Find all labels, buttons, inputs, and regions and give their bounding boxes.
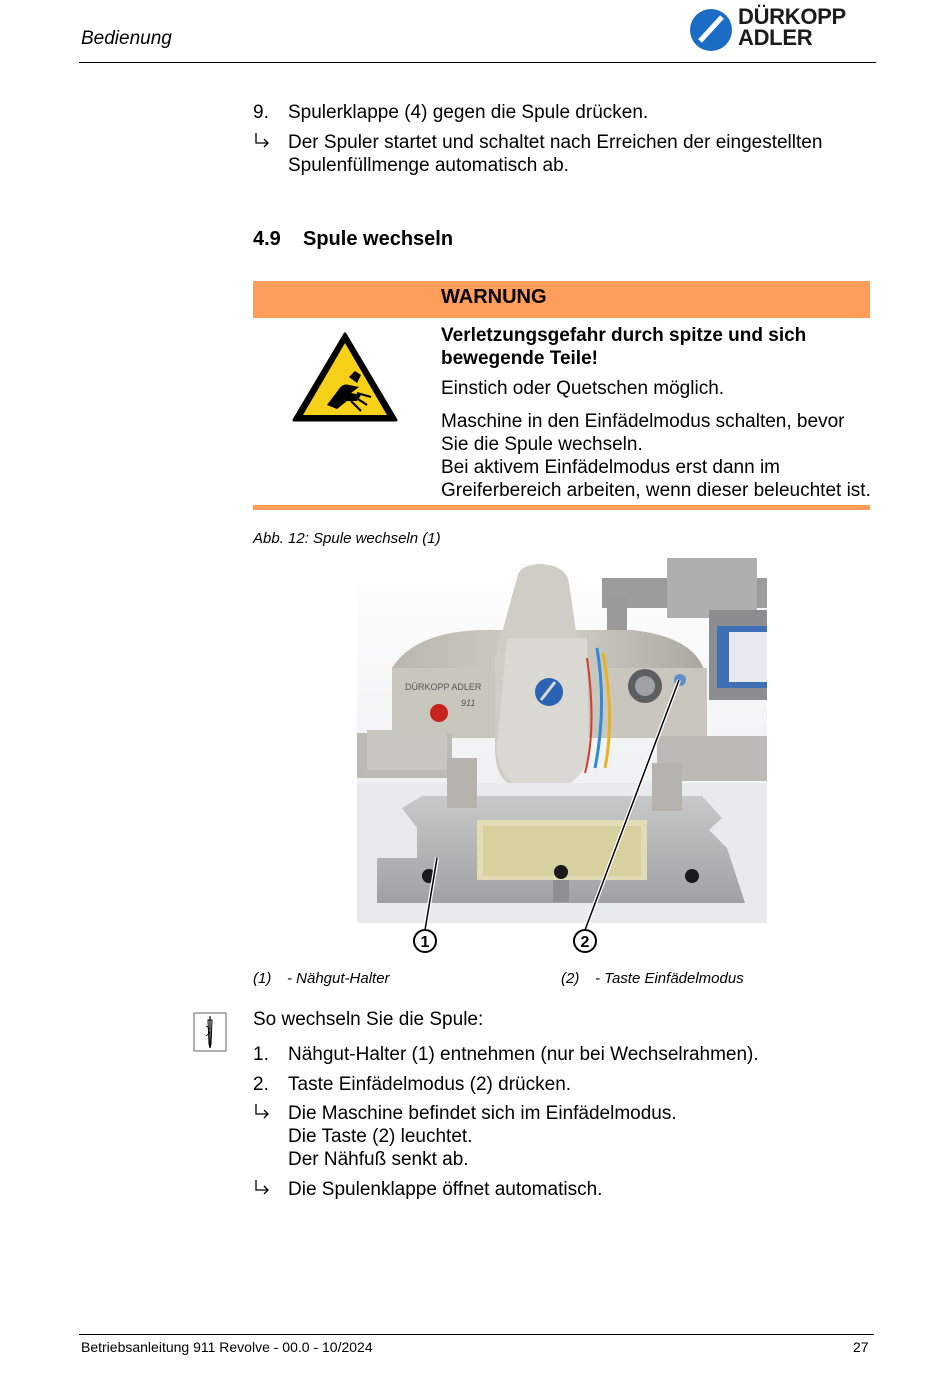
page-header-title: Bedienung — [81, 28, 172, 49]
figure-caption: Abb. 12: Spule wechseln (1) — [253, 530, 441, 547]
needle-procedure-icon — [193, 1012, 227, 1052]
warning-consequence: Einstich oder Quetschen möglich. — [441, 378, 725, 399]
callout-2: 2 — [580, 934, 590, 951]
callout-1: 1 — [420, 934, 430, 951]
section-title: Spule wechseln — [303, 228, 454, 250]
figure-callouts — [357, 558, 767, 958]
machine-model-label: 911 — [461, 698, 476, 708]
step-number: 1. — [253, 1044, 269, 1065]
page-number: 27 — [853, 1339, 869, 1355]
section-number: 4.9 — [253, 228, 281, 250]
step-number: 9. — [253, 102, 269, 123]
warning-header-bar — [253, 281, 870, 318]
footer-document-info: Betriebsanleitung 911 Revolve - 00.0 - 10/2024 — [81, 1339, 373, 1355]
step-text: Spulerklappe (4) gegen die Spule drücken. — [288, 102, 649, 123]
result-text: Der Spuler startet und schaltet nach Erreichen der eingestellten Spulenfüllmenge automatisch ab. — [288, 132, 823, 176]
result-arrow-icon — [253, 1102, 275, 1124]
result-arrow-icon — [253, 1178, 275, 1200]
logo-wordmark: DÜRKOPP ADLER — [738, 4, 846, 50]
warning-label: WARNUNG — [441, 286, 547, 308]
result-text: Die Spulenklappe öffnet automatisch. — [288, 1179, 603, 1200]
step-number: 2. — [253, 1074, 269, 1095]
result-arrow-icon — [253, 131, 275, 153]
step-text: Taste Einfädelmodus (2) drücken. — [288, 1074, 572, 1095]
step-text: Nähgut-Halter (1) entnehmen (nur bei Wechselrahmen). — [288, 1044, 759, 1065]
machine-brand-label: DÜRKOPP ADLER — [405, 682, 482, 692]
legend-item: (1) - Nähgut-Halter — [253, 970, 390, 987]
legend-item: (2) - Taste Einfädelmodus — [561, 970, 744, 987]
warning-heading: Verletzungsgefahr durch spitze und sich bewegende Teile! — [441, 325, 807, 369]
hand-injury-warning-icon — [291, 331, 399, 423]
section-heading — [253, 228, 453, 251]
footer-divider — [79, 1334, 874, 1335]
result-text: Die Maschine befindet sich im Einfädelmodus. Die Taste (2) leuchtet. Der Nähfuß senkt ab. — [288, 1103, 677, 1170]
header-divider — [79, 62, 876, 63]
procedure-intro: So wechseln Sie die Spule: — [253, 1009, 484, 1030]
warning-bottom-bar — [253, 505, 870, 510]
warning-instructions: Maschine in den Einfädelmodus schalten, bevor Sie die Spule wechseln. Bei aktivem Einfädelmodus erst dann im Greiferbereich arbeiten, wenn dieser beleuchtet ist. — [441, 411, 871, 501]
